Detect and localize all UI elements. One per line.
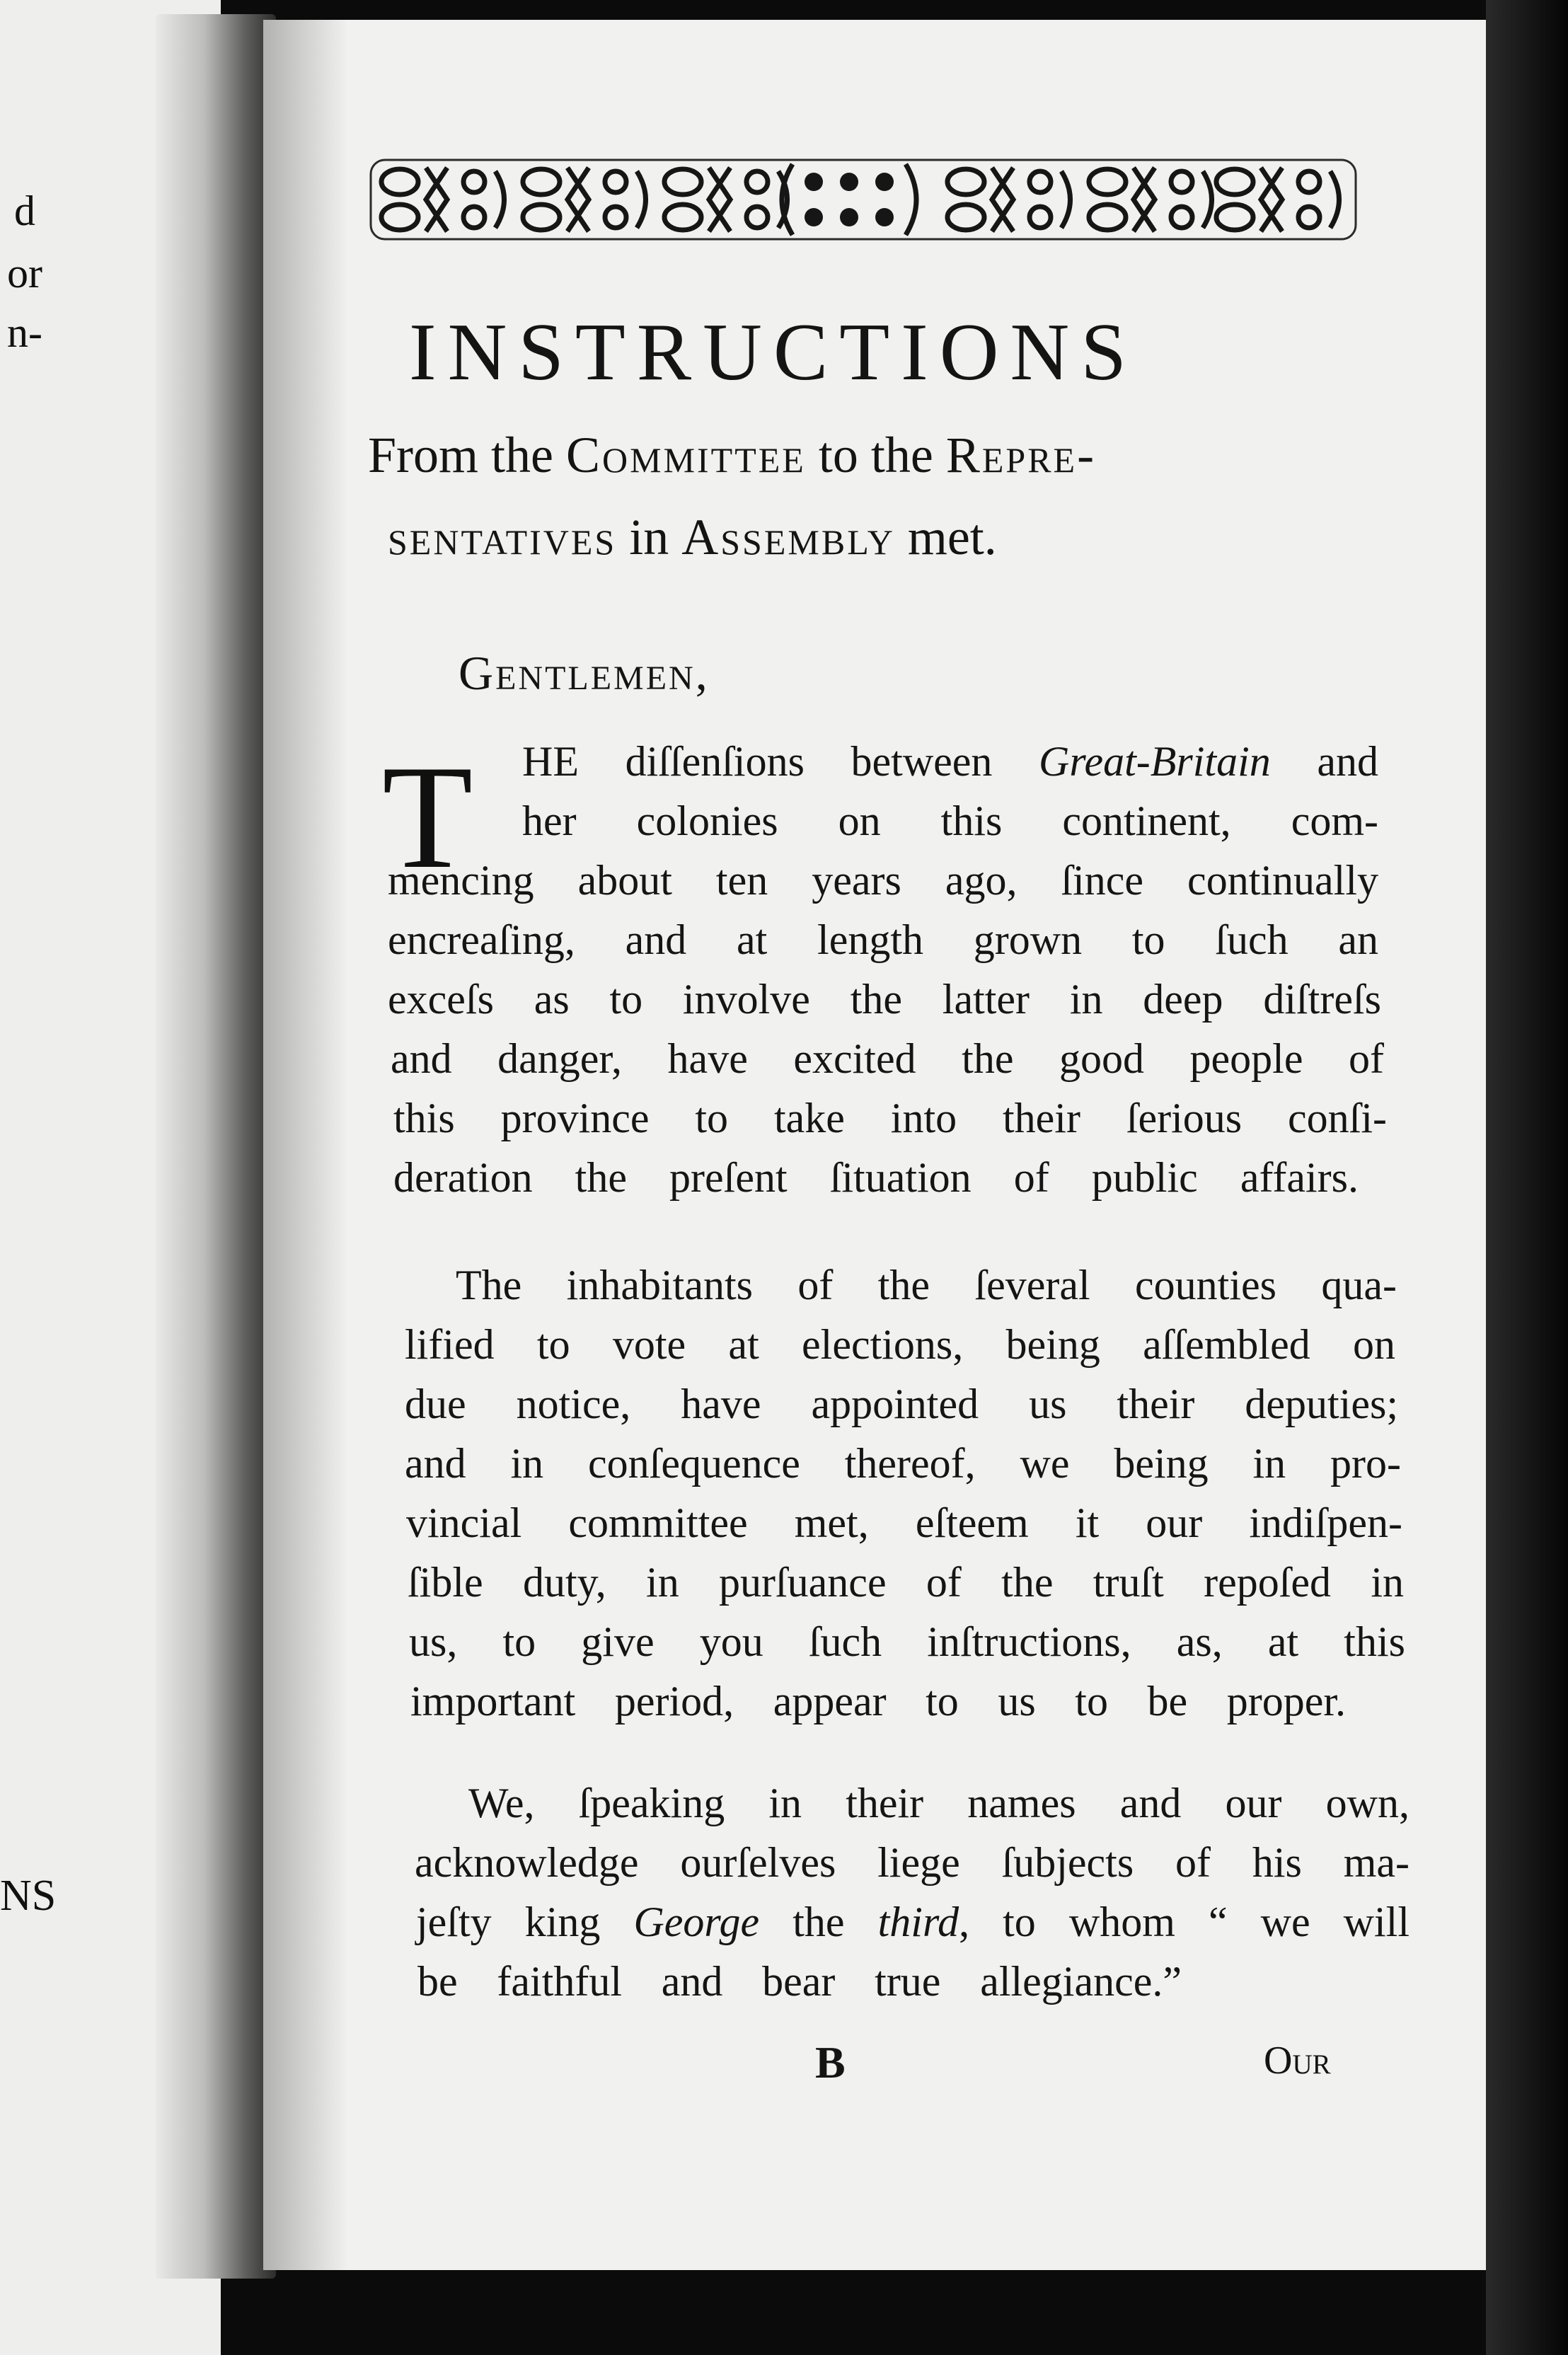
left-page-fragment: or <box>7 250 42 296</box>
subtitle-text: From the <box>368 427 553 483</box>
paragraph-1-line: mencing about ten years ago, ſince continually <box>388 857 1378 904</box>
left-page-gutter <box>156 14 276 2279</box>
subtitle-line-2 <box>388 508 997 567</box>
text-run: , to whom “ we will <box>959 1899 1410 1945</box>
page-gutter-shadow <box>263 20 348 2270</box>
page-title: INSTRUCTIONS <box>409 307 1138 398</box>
subtitle-line-1 <box>368 426 1096 485</box>
paragraph-2-line: vincial committee met, eſteem it our indiſpen- <box>406 1499 1402 1546</box>
right-edge <box>1486 0 1568 2355</box>
paragraph-2-line: important period, appear to us to be proper. <box>410 1678 1346 1724</box>
paragraph-1-line: exceſs as to involve the latter in deep diſtreſs <box>388 976 1381 1023</box>
paragraph-2-line: The inhabitants of the ſeveral counties qua- <box>456 1262 1397 1308</box>
paragraph-3-line <box>416 1901 1410 1943</box>
left-page-fragment: NS <box>0 1872 57 1920</box>
italic-run: third <box>877 1899 959 1945</box>
paragraph-2-line: ſible duty, in purſuance of the truſt repoſed in <box>408 1559 1404 1606</box>
salutation: Gentlemen, <box>459 646 710 700</box>
subtitle-committee: Committee <box>565 427 806 483</box>
paragraph-1-line: encreaſing, and at length grown to ſuch an <box>388 916 1378 963</box>
paragraph-2-line: us, to give you ſuch inſtructions, as, at this <box>409 1618 1405 1665</box>
paragraph-1-line: and danger, have excited the good people of <box>391 1035 1384 1082</box>
signature-mark: B <box>815 2037 846 2088</box>
text-run: the <box>759 1899 878 1945</box>
subtitle-text: to the <box>818 427 933 483</box>
paragraph-2-line: lified to vote at elections, being aſſembled on <box>405 1321 1395 1368</box>
paragraph-3-line: be faithful and bear true allegiance.” <box>417 1958 1182 2005</box>
paragraph-1-line: her colonies on this continent, com- <box>522 798 1378 844</box>
paragraph-1-line <box>522 740 1378 783</box>
drop-cap: T <box>382 735 473 899</box>
left-page-fragment: n- <box>7 309 42 356</box>
paragraph-3-line: acknowledge ourſelves liege ſubjects of his ma- <box>415 1839 1410 1886</box>
subtitle-sentatives: sentatives <box>388 509 617 565</box>
paragraph-1-line: deration the preſent ſituation of public affairs. <box>393 1154 1359 1201</box>
paragraph-1-line: this province to take into their ſerious conſi- <box>393 1095 1387 1141</box>
italic-run: George <box>633 1899 760 1945</box>
text-run: and <box>1270 738 1378 785</box>
paragraph-2-line: due notice, have appointed us their deputies; <box>405 1381 1398 1427</box>
text-run: HE diſſenſions between <box>522 738 1039 785</box>
subtitle-assembly: Assembly <box>681 509 895 565</box>
subtitle-repre: Repre- <box>945 427 1097 483</box>
paragraph-3-line: We, ſpeaking in their names and our own, <box>468 1780 1410 1826</box>
catchword: Our <box>1264 2039 1331 2083</box>
decorative-ornament-band <box>368 150 1359 249</box>
subtitle-text: met. <box>907 509 997 565</box>
subtitle-text: in <box>629 509 669 565</box>
left-page-fragment: d <box>14 188 35 234</box>
text-run: jeſty king <box>416 1899 634 1945</box>
paragraph-2-line: and in conſequence thereof, we being in pro- <box>405 1440 1401 1487</box>
italic-run: Great-Britain <box>1039 738 1271 785</box>
